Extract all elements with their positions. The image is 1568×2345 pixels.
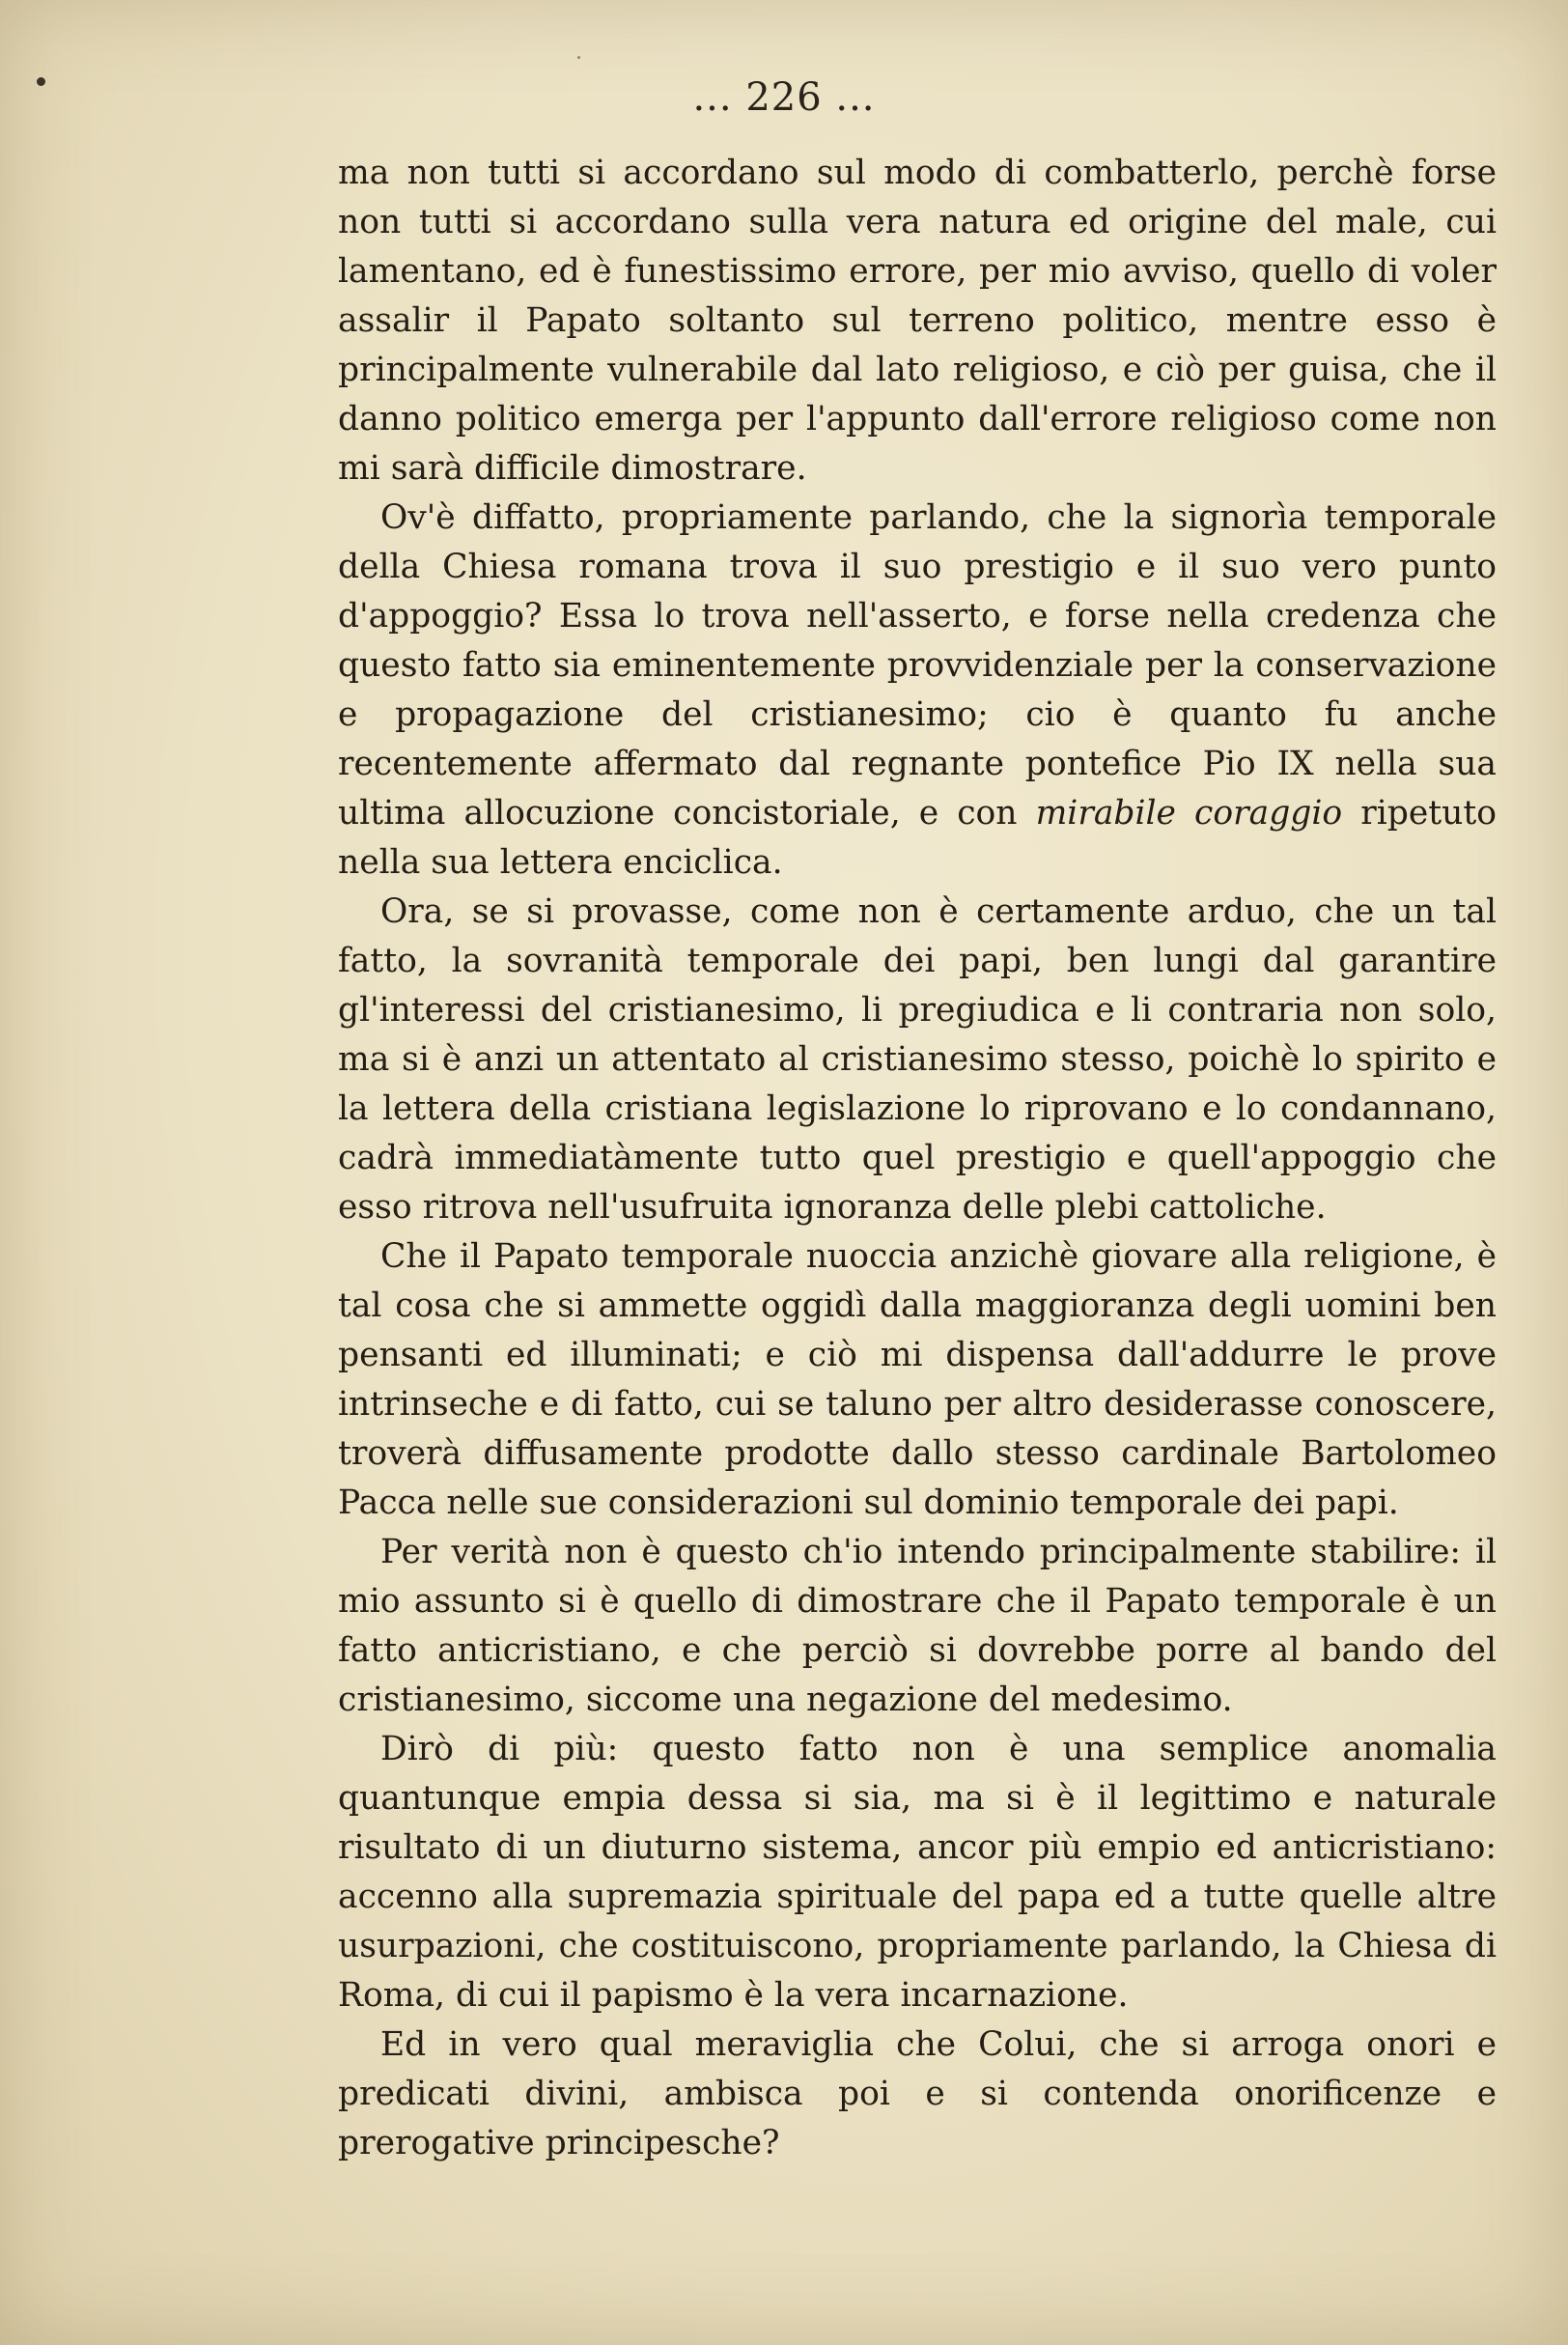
paragraph-text: Per verità non è questo ch'io intendo principalmente stabilire: il mio assunto si è quello di dimostrare che il Papato temporale è un fatto anticristiano, e che perciò si dovrebbe porre al bando del cristianesimo, siccome una negazione del medesimo. bbox=[338, 1533, 1497, 1719]
paragraph-text: Ora, se si provasse, come non è certamente arduo, che un tal fatto, la sovranità temporale dei papi, ben lungi dal garantire gl'interessi del cristianesimo, li pregiudica e li contraria non solo, ma si è anzi un attentato al cristianesimo stesso, poichè lo spirito e la lettera della cristiana legislazione lo riprovano e lo condannano, cadrà immediatàmente tutto quel prestigio e quell'appoggio che esso ritrova nell'usufruita ignoranza delle plebi cattoliche. bbox=[338, 892, 1497, 1227]
paragraph-text: Ov'è diffatto, propriamente parlando, che la signorìa temporale della Chiesa romana trova il suo prestigio e il suo vero punto d'appoggio? Essa lo trova nell'asserto, e forse nella credenza che questo fatto sia eminentemente provvidenziale per la conservazione e propagazione del cristianesimo; cio è quanto fu anche recentemente affermato dal regnante pontefice Pio IX nella sua ultima allocuzione concistoriale, e con bbox=[338, 498, 1497, 833]
paragraph-2 bbox=[338, 494, 1497, 888]
body-text bbox=[338, 149, 1497, 2168]
paragraph-text: Dirò di più: questo fatto non è una semplice anomalia quantunque empia dessa si sia, ma si è il legittimo e naturale risultato di un diuturno sistema, ancor più empio ed anticristiano: accenno alla supremazia spirituale del papa ed a tutte quelle altre usurpazioni, che costituiscono, propriamente parlando, la Chiesa di Roma, di cui il papismo è la vera incarnazione. bbox=[338, 1730, 1497, 2015]
ink-speck bbox=[577, 56, 580, 59]
paragraph-text: Che il Papato temporale nuoccia anzichè giovare alla religione, è tal cosa che si ammette oggidì dalla maggioranza degli uomini ben pensanti ed illuminati; e ciò mi dispensa dall'addurre le prove intrinseche e di fatto, cui se taluno per altro desiderasse conoscere, troverà diffusamente prodotte dallo stesso cardinale Bartolomeo Pacca nelle sue considerazioni sul dominio temporale dei papi. bbox=[338, 1237, 1497, 1522]
paragraph-text: Ed in vero qual meraviglia che Colui, che si arroga onori e predicati divini, ambisca poi e si contenda onorificenze e prerogative principesche? bbox=[338, 2025, 1497, 2162]
paragraph-5 bbox=[338, 1528, 1497, 1725]
paragraph-3 bbox=[338, 888, 1497, 1232]
paragraph-7 bbox=[338, 2020, 1497, 2168]
paragraph-text: ma non tutti si accordano sul modo di combatterlo, perchè forse non tutti si accordano sulla vera natura ed origine del male, cui lamentano, ed è funestissimo errore, per mio avviso, quello di voler assalir il Papato soltanto sul terreno politico, mentre esso è principalmente vulnerabile dal lato religioso, e ciò per guisa, che il danno politico emerga per l'appunto dall'errore religioso come non mi sarà difficile dimostrare. bbox=[338, 154, 1497, 488]
paragraph-1 bbox=[338, 149, 1497, 494]
page-number: ... 226 ... bbox=[692, 75, 876, 120]
paragraph-text: ripetuto nella sua lettera enciclica. bbox=[338, 794, 1497, 882]
paragraph-4 bbox=[338, 1232, 1497, 1528]
italic-phrase: mirabile coraggio bbox=[1035, 794, 1343, 833]
paragraph-6 bbox=[338, 1725, 1497, 2020]
